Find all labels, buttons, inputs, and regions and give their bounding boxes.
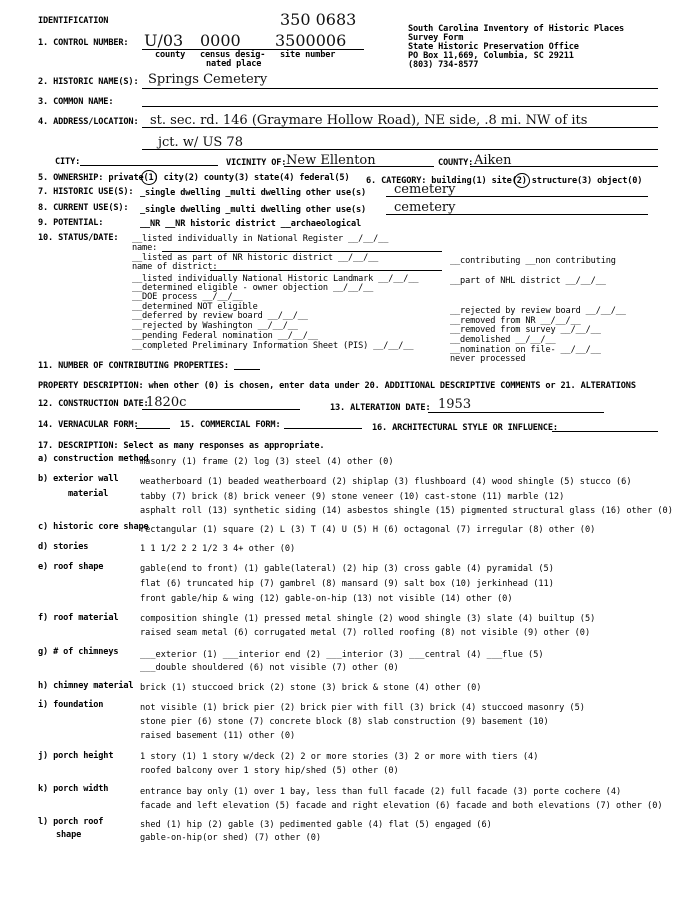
commercial-form-label: 15. COMMERCIAL FORM: bbox=[180, 420, 281, 430]
nr-name-line[interactable] bbox=[162, 251, 442, 252]
current-use-label: 8. CURRENT USE(S): bbox=[38, 203, 129, 213]
status-option[interactable]: __removed from NR __/__/__ bbox=[450, 316, 581, 326]
architectural-style-label: 16. ARCHITECTURAL STYLE OR INFLUENCE: bbox=[372, 423, 558, 433]
control-county-value[interactable]: U/03 bbox=[144, 31, 184, 50]
status-option: name: bbox=[132, 243, 158, 253]
county-sublabel: county bbox=[155, 50, 186, 60]
status-option[interactable]: __rejected by review board __/__/__ bbox=[450, 306, 626, 316]
status-option[interactable]: __rejected by Washington __/__/__ bbox=[132, 321, 298, 331]
status-option[interactable]: __part of NHL district __/__/__ bbox=[450, 276, 606, 286]
chimneys-options[interactable]: ___double shouldered (6) not visible (7) other (0) bbox=[140, 663, 399, 673]
current-use-options[interactable]: _single dwelling _multi dwelling other use(s) bbox=[140, 205, 367, 215]
roof-shape-options[interactable]: gable(end to front) (1) gable(lateral) (2) hip (3) cross gable (4) pyramidal (5) bbox=[140, 564, 554, 574]
ownership-selection-circle bbox=[141, 170, 157, 185]
address-underline-1 bbox=[142, 127, 658, 128]
roof-material-options[interactable]: raised seam metal (6) corrugated metal (7) rolled roofing (8) not visible (9) other (0) bbox=[140, 628, 591, 638]
historic-use-label: 7. HISTORIC USE(S): bbox=[38, 187, 134, 197]
foundation-options[interactable]: not visible (1) brick pier (2) brick pier with fill (3) brick (4) stuccoed masonry (5) bbox=[140, 703, 585, 713]
current-use-value[interactable]: cemetery bbox=[394, 200, 456, 215]
chimney-material-label: h) chimney material bbox=[38, 681, 134, 691]
status-option[interactable]: __nomination on file- __/__/__ bbox=[450, 345, 601, 355]
porch-height-options[interactable]: 1 story (1) 1 story w/deck (2) 2 or more stories (3) 2 or more with tiers (4) bbox=[140, 752, 539, 762]
chimneys-label: g) # of chimneys bbox=[38, 647, 119, 657]
current-use-line bbox=[386, 214, 648, 215]
agency-line: South Carolina Inventory of Historic Places bbox=[408, 24, 625, 34]
construction-date-line bbox=[142, 409, 300, 410]
chimneys-options[interactable]: ___exterior (1) ___interior end (2) ___interior (3) ___central (4) ___flue (5) bbox=[140, 650, 544, 660]
contributing-properties-line[interactable] bbox=[234, 369, 260, 370]
agency-line: State Historic Preservation Office bbox=[408, 42, 579, 52]
ownership-options[interactable]: 5. OWNERSHIP: private(1) city(2) county(3) state(4) federal(5) bbox=[38, 173, 350, 183]
roof-shape-options[interactable]: flat (6) truncated hip (7) gambrel (8) mansard (9) salt box (10) jerkinhead (11) bbox=[140, 579, 554, 589]
county-line bbox=[470, 166, 658, 167]
porch-roof-options[interactable]: shed (1) hip (2) gable (3) pedimented gable (4) flat (5) engaged (6) bbox=[140, 820, 492, 830]
status-option[interactable]: __deferred by review board __/__/__ bbox=[132, 311, 308, 321]
control-site-value[interactable]: 3500006 bbox=[275, 31, 347, 50]
control-census-value[interactable]: 0000 bbox=[200, 31, 241, 50]
status-option[interactable]: __determined NOT eligible bbox=[132, 302, 258, 312]
historic-core-shape-label: c) historic core shape bbox=[38, 522, 149, 532]
roof-shape-options[interactable]: front gable/hip & wing (12) gable-on-hip (13) not visible (14) other (0) bbox=[140, 594, 513, 604]
county-value[interactable]: Aiken bbox=[474, 153, 512, 168]
alteration-date-value[interactable]: 1953 bbox=[438, 397, 472, 412]
roof-shape-label: e) roof shape bbox=[38, 562, 104, 572]
status-option[interactable]: __listed individually in National Register __/__/__ bbox=[132, 234, 389, 244]
status-option: never processed bbox=[450, 354, 526, 364]
historic-core-shape-options[interactable]: rectangular (1) square (2) L (3) T (4) U (5) H (6) octagonal (7) irregular (8) other (0) bbox=[140, 525, 596, 535]
status-option[interactable]: __completed Preliminary Information Sheet (PIS) __/__/__ bbox=[132, 341, 414, 351]
historic-use-value[interactable]: cemetery bbox=[394, 182, 456, 197]
vernacular-form-line[interactable] bbox=[136, 428, 170, 429]
exterior-wall-options[interactable]: weatherboard (1) beaded weatherboard (2) shiplap (3) flushboard (4) wood shingle (5) stucco (6) bbox=[140, 477, 632, 487]
exterior-wall-label-2: material bbox=[68, 489, 109, 499]
site-sublabel: site number bbox=[280, 50, 336, 60]
architectural-style-line[interactable] bbox=[552, 431, 658, 432]
agency-line: (803) 734-8577 bbox=[408, 60, 479, 70]
common-name-line[interactable] bbox=[142, 106, 658, 107]
census-sublabel: census desig- bbox=[200, 50, 266, 60]
status-option[interactable]: __DOE process __/__/__ bbox=[132, 292, 243, 302]
historic-use-options[interactable]: _single dwelling _multi dwelling other use(s) bbox=[140, 188, 367, 198]
porch-roof-label: l) porch roof bbox=[38, 817, 104, 827]
city-label: CITY: bbox=[55, 157, 81, 167]
alteration-date-label: 13. ALTERATION DATE: bbox=[330, 403, 431, 413]
porch-roof-label-2: shape bbox=[56, 830, 82, 840]
description-label: 17. DESCRIPTION: Select as many responses as appropriate. bbox=[38, 441, 325, 451]
porch-height-label: j) porch height bbox=[38, 751, 114, 761]
status-option[interactable]: __removed from survey __/__/__ bbox=[450, 325, 601, 335]
exterior-wall-options[interactable]: asphalt roll (13) synthetic siding (14) asbestos shingle (15) pigmented structural glass (16) other (0) bbox=[140, 506, 673, 516]
contributing-properties-label: 11. NUMBER OF CONTRIBUTING PROPERTIES: bbox=[38, 361, 229, 371]
roof-material-options[interactable]: composition shingle (1) pressed metal shingle (2) wood shingle (3) slate (4) builtup (5) bbox=[140, 614, 596, 624]
foundation-options[interactable]: stone pier (6) stone (7) concrete block (8) slab construction (9) basement (10) bbox=[140, 717, 549, 727]
category-selection-circle bbox=[514, 173, 530, 188]
alteration-date-line bbox=[428, 412, 604, 413]
district-name-line[interactable] bbox=[210, 270, 442, 271]
status-option[interactable]: __listed individually National Historic Landmark __/__/__ bbox=[132, 274, 419, 284]
control-site-overwrite: 350 0683 bbox=[280, 10, 357, 29]
address-underline-2 bbox=[142, 149, 658, 150]
historic-names-label: 2. HISTORIC NAME(S): bbox=[38, 77, 139, 87]
potential-options[interactable]: __NR __NR historic district __archaeological bbox=[140, 219, 362, 229]
historic-use-line bbox=[386, 196, 648, 197]
porch-width-options[interactable]: entrance bay only (1) over 1 bay, less than full facade (2) full facade (3) porte cochere (4) bbox=[140, 787, 622, 797]
construction-date-label: 12. CONSTRUCTION DATE: bbox=[38, 399, 149, 409]
address-line-1[interactable]: st. sec. rd. 146 (Graymare Hollow Road), NE side, .8 mi. NW of its bbox=[150, 113, 588, 128]
stories-options[interactable]: 1 1 1/2 2 2 1/2 3 4+ other (0) bbox=[140, 544, 296, 554]
porch-width-options[interactable]: facade and left elevation (5) facade and right elevation (6) facade and both elevations (7) other (0) bbox=[140, 801, 663, 811]
status-option[interactable]: __demolished __/__/__ bbox=[450, 335, 556, 345]
porch-roof-options[interactable]: gable-on-hip(or shed) (7) other (0) bbox=[140, 833, 322, 843]
stories-label: d) stories bbox=[38, 542, 89, 552]
address-line-2[interactable]: jct. w/ US 78 bbox=[158, 135, 243, 150]
status-option[interactable]: __contributing __non contributing bbox=[450, 256, 616, 266]
identification-heading: IDENTIFICATION bbox=[38, 16, 109, 26]
foundation-options[interactable]: raised basement (11) other (0) bbox=[140, 731, 296, 741]
status-label: 10. STATUS/DATE: bbox=[38, 233, 119, 243]
status-option[interactable]: __pending Federal nomination __/__/__ bbox=[132, 331, 318, 341]
agency-line: Survey Form bbox=[408, 33, 464, 43]
porch-height-options[interactable]: roofed balcony over 1 story hip/shed (5) other (0) bbox=[140, 766, 399, 776]
status-option[interactable]: __determined eligible - owner objection __/__/__ bbox=[132, 283, 374, 293]
vernacular-form-label: 14. VERNACULAR FORM: bbox=[38, 420, 139, 430]
census-sublabel-2: nated place bbox=[206, 59, 262, 69]
porch-width-label: k) porch width bbox=[38, 784, 109, 794]
address-label: 4. ADDRESS/LOCATION: bbox=[38, 117, 139, 127]
potential-label: 9. POTENTIAL: bbox=[38, 218, 104, 228]
agency-line: PO Box 11,669, Columbia, SC 29211 bbox=[408, 51, 574, 61]
exterior-wall-options[interactable]: tabby (7) brick (8) brick veneer (9) stone veneer (10) cast-stone (11) marble (12) bbox=[140, 492, 565, 502]
roof-material-label: f) roof material bbox=[38, 613, 119, 623]
construction-date-value[interactable]: 1820c bbox=[146, 395, 187, 410]
commercial-form-line[interactable] bbox=[284, 428, 362, 429]
control-number-label: 1. CONTROL NUMBER: bbox=[38, 38, 129, 48]
status-option[interactable]: __listed as part of NR historic district __/__/__ bbox=[132, 253, 379, 263]
construction-method-label: a) construction method bbox=[38, 454, 149, 464]
status-option: name of district: bbox=[132, 262, 218, 272]
historic-names-line bbox=[142, 88, 658, 89]
property-description-note: PROPERTY DESCRIPTION: when other (0) is chosen, enter data under 20. ADDITIONAL DESCRIPTIVE COMMENTS or 21. ALTERATIONS bbox=[38, 381, 636, 391]
historic-names-value[interactable]: Springs Cemetery bbox=[148, 72, 268, 87]
common-name-label: 3. COMMON NAME: bbox=[38, 97, 114, 107]
vicinity-line bbox=[284, 166, 434, 167]
chimney-material-options[interactable]: brick (1) stuccoed brick (2) stone (3) brick & stone (4) other (0) bbox=[140, 683, 482, 693]
construction-method-options[interactable]: masonry (1) frame (2) log (3) steel (4) other (0) bbox=[140, 457, 394, 467]
city-line[interactable] bbox=[80, 165, 218, 166]
vicinity-value[interactable]: New Ellenton bbox=[286, 153, 376, 168]
exterior-wall-label: b) exterior wall bbox=[38, 474, 119, 484]
category-options[interactable]: 6. CATEGORY: building(1) site(2) structure(3) object(0) bbox=[366, 176, 643, 186]
foundation-label: i) foundation bbox=[38, 700, 104, 710]
county-label: COUNTY: bbox=[438, 158, 474, 168]
vicinity-label: VICINITY OF: bbox=[226, 158, 287, 168]
